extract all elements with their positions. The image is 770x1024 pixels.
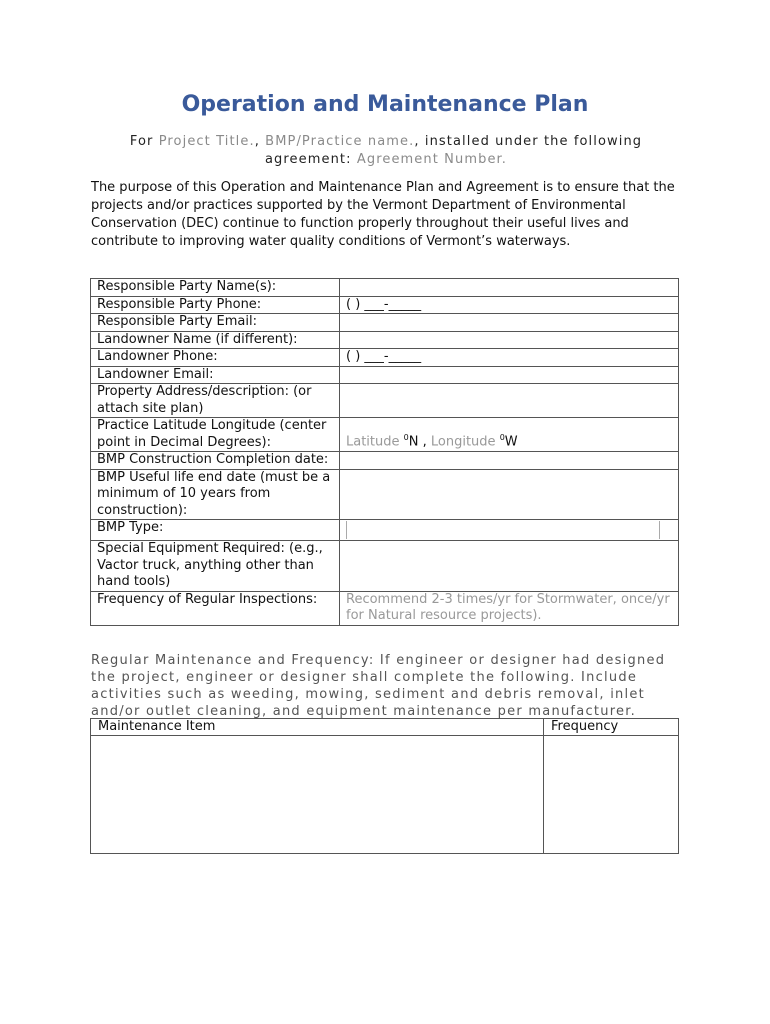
intro-paragraph — [96, 133, 676, 169]
agreement-number-field[interactable]: Agreement Number. — [356, 152, 508, 167]
latitude-placeholder[interactable]: Latitude — [346, 434, 400, 450]
for-label: For — [129, 134, 154, 149]
table-row — [91, 452, 679, 470]
construction-completion-field[interactable] — [340, 452, 679, 470]
dropdown-left-border — [346, 521, 347, 539]
responsible-party-name-label: Responsible Party Name(s): — [91, 279, 340, 297]
property-address-label: Property Address/description: (or attach site plan) — [91, 384, 340, 418]
construction-completion-label: BMP Construction Completion date: — [91, 452, 340, 470]
responsible-party-email-label: Responsible Party Email: — [91, 314, 340, 332]
bmp-type-box[interactable] — [340, 520, 678, 540]
landowner-email-label: Landowner Email: — [91, 366, 340, 384]
frequency-label: Frequency of Regular Inspections: — [91, 591, 340, 625]
landowner-name-field[interactable] — [340, 331, 679, 349]
table-row — [91, 469, 679, 520]
maintenance-frequency-cell[interactable] — [544, 736, 679, 854]
frequency-header: Frequency — [544, 719, 679, 736]
regular-maintenance-paragraph: Regular Maintenance and Frequency: If engineer or designer had designed the project, engineer or designer shall complete the following. Include activities such as weeding, mowing, sediment and debris removal, inlet and/or outlet cleaning, and equipment maintenance per manufacturer. — [91, 653, 666, 719]
project-title-field[interactable]: Project Title. — [158, 134, 255, 149]
table-row — [91, 418, 679, 452]
responsible-party-phone-field[interactable]: ( ) ___-_____ — [340, 296, 679, 314]
landowner-phone-field[interactable]: ( ) ___-_____ — [340, 349, 679, 367]
table-row — [91, 736, 679, 854]
agreement-label: agreement: — [264, 152, 352, 167]
table-row — [91, 349, 679, 367]
property-address-field[interactable] — [340, 384, 679, 418]
responsible-party-email-field[interactable] — [340, 314, 679, 332]
table-row — [91, 520, 679, 541]
bmp-name-field[interactable]: BMP/Practice name. — [265, 134, 415, 149]
bmp-type-label: BMP Type: — [91, 520, 340, 541]
info-table — [90, 278, 679, 626]
special-equipment-field[interactable] — [340, 541, 679, 592]
table-row — [91, 331, 679, 349]
useful-life-label: BMP Useful life end date (must be a minimum of 10 years from construction): — [91, 469, 340, 520]
latlon-label: Practice Latitude Longitude (center point in Decimal Degrees): — [91, 418, 340, 452]
landowner-phone-label: Landowner Phone: — [91, 349, 340, 367]
table-row — [91, 591, 679, 625]
installed-text: , installed under the following — [414, 134, 643, 149]
table-row — [91, 366, 679, 384]
responsible-party-name-field[interactable] — [340, 279, 679, 297]
landowner-email-field[interactable] — [340, 366, 679, 384]
degree-symbol: 0 — [403, 433, 409, 443]
maintenance-table — [90, 718, 679, 854]
longitude-placeholder[interactable]: Longitude — [430, 434, 496, 450]
maintenance-item-header: Maintenance Item — [91, 719, 544, 736]
bmp-type-dropdown[interactable] — [340, 520, 679, 541]
landowner-name-label: Landowner Name (if different): — [91, 331, 340, 349]
table-header-row — [91, 719, 679, 736]
degree-symbol: 0 — [499, 433, 505, 443]
useful-life-field[interactable] — [340, 469, 679, 520]
table-row — [91, 279, 679, 297]
comma: , — [254, 134, 260, 149]
purpose-paragraph: The purpose of this Operation and Maintenance Plan and Agreement is to ensure that the projects and/or practices supported by the Vermont Department of Environmental Conservation (DEC) continue to function properly throughout their useful lives and contribute to improving water quality conditions of Vermont’s waterways. — [91, 180, 675, 249]
responsible-party-phone-label: Responsible Party Phone: — [91, 296, 340, 314]
lon-unit: W — [504, 434, 518, 450]
maintenance-item-cell[interactable] — [91, 736, 544, 854]
table-row — [91, 541, 679, 592]
dropdown-right-border — [659, 521, 660, 539]
table-row — [91, 296, 679, 314]
lat-unit: N , — [408, 434, 427, 450]
latlon-field[interactable] — [340, 418, 679, 452]
table-row — [91, 384, 679, 418]
table-row — [91, 314, 679, 332]
page-title: Operation and Maintenance Plan — [181, 92, 589, 117]
frequency-field[interactable]: Recommend 2-3 times/yr for Stormwater, once/yr for Natural resource projects). — [340, 591, 679, 625]
special-equipment-label: Special Equipment Required: (e.g., Vactor truck, anything other than hand tools) — [91, 541, 340, 592]
